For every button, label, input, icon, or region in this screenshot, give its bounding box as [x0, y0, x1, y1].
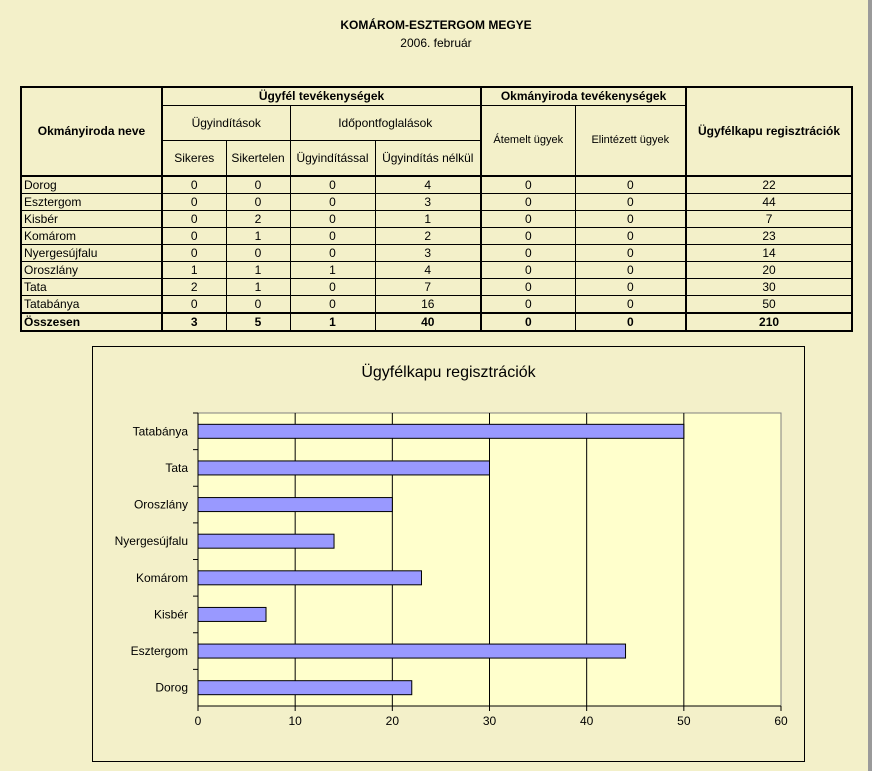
- header-with-start: Ügyindítással: [290, 141, 375, 177]
- value-cell: 3: [375, 245, 481, 262]
- value-cell: 30: [686, 279, 852, 296]
- value-cell: 0: [575, 194, 686, 211]
- value-cell: 20: [686, 262, 852, 279]
- y-category-label: Esztergom: [130, 644, 188, 659]
- total-cell: 0: [575, 313, 686, 331]
- y-category-label: Nyergesújfalu: [114, 534, 188, 549]
- chart-title: Ügyfélkapu regisztrációk: [361, 364, 536, 381]
- chart-container: [92, 346, 805, 762]
- value-cell: 7: [686, 211, 852, 228]
- y-category-label: Komárom: [135, 570, 188, 585]
- value-cell: 0: [575, 245, 686, 262]
- header-failed: Sikertelen: [226, 141, 290, 177]
- value-cell: 3: [375, 194, 481, 211]
- value-cell: 0: [575, 296, 686, 314]
- value-cell: 1: [162, 262, 226, 279]
- total-cell: 40: [375, 313, 481, 331]
- value-cell: 0: [575, 211, 686, 228]
- total-cell: 210: [686, 313, 852, 331]
- header-transferred: Átemelt ügyek: [481, 106, 575, 177]
- report-subtitle: 2006. február: [400, 36, 472, 50]
- statistics-table: [20, 86, 853, 332]
- value-cell: 0: [162, 211, 226, 228]
- value-cell: 0: [481, 211, 575, 228]
- value-cell: 0: [290, 211, 375, 228]
- total-cell: 3: [162, 313, 226, 331]
- bar-chart: [93, 347, 804, 761]
- office-name-cell: Komárom: [21, 228, 162, 245]
- value-cell: 0: [481, 279, 575, 296]
- value-cell: 4: [375, 176, 481, 194]
- value-cell: 0: [226, 194, 290, 211]
- y-category-label: Tata: [165, 460, 188, 475]
- x-tick-label: 10: [288, 714, 302, 728]
- y-category-label: Tatabánya: [132, 424, 188, 439]
- header-office-activities: Okmányiroda tevékenységek: [481, 87, 686, 106]
- value-cell: 0: [290, 176, 375, 194]
- bar: [198, 571, 421, 585]
- value-cell: 1: [226, 279, 290, 296]
- y-category-label: Dorog: [155, 680, 188, 695]
- value-cell: 0: [481, 194, 575, 211]
- x-tick-label: 60: [774, 714, 788, 728]
- value-cell: 0: [162, 228, 226, 245]
- total-label: Összesen: [21, 313, 162, 331]
- office-name-cell: Tatabánya: [21, 296, 162, 314]
- bar: [198, 424, 684, 438]
- value-cell: 16: [375, 296, 481, 314]
- value-cell: 0: [575, 228, 686, 245]
- value-cell: 0: [575, 176, 686, 194]
- value-cell: 0: [481, 296, 575, 314]
- value-cell: 0: [226, 176, 290, 194]
- value-cell: 2: [162, 279, 226, 296]
- value-cell: 1: [290, 262, 375, 279]
- value-cell: 1: [226, 228, 290, 245]
- value-cell: 14: [686, 245, 852, 262]
- bar: [198, 498, 392, 512]
- x-tick-label: 0: [194, 714, 202, 728]
- total-row: [21, 313, 852, 331]
- value-cell: 44: [686, 194, 852, 211]
- value-cell: 23: [686, 228, 852, 245]
- office-name-cell: Tata: [21, 279, 162, 296]
- value-cell: 0: [290, 279, 375, 296]
- office-name-cell: Kisbér: [21, 211, 162, 228]
- value-cell: 4: [375, 262, 481, 279]
- value-cell: 22: [686, 176, 852, 194]
- office-name-cell: Dorog: [21, 176, 162, 194]
- value-cell: 0: [290, 228, 375, 245]
- table-row: [21, 176, 852, 194]
- header-registrations: Ügyfélkapu regisztrációk: [686, 87, 852, 176]
- bar: [198, 534, 334, 548]
- value-cell: 0: [162, 194, 226, 211]
- value-cell: 0: [226, 296, 290, 314]
- office-name-cell: Esztergom: [21, 194, 162, 211]
- table-row: [21, 211, 852, 228]
- value-cell: 2: [375, 228, 481, 245]
- total-cell: 0: [481, 313, 575, 331]
- value-cell: 0: [162, 245, 226, 262]
- x-tick-label: 30: [482, 714, 497, 728]
- value-cell: 0: [481, 176, 575, 194]
- table-row: [21, 279, 852, 296]
- table-row: [21, 296, 852, 314]
- value-cell: 0: [226, 245, 290, 262]
- bar: [198, 461, 490, 475]
- value-cell: 0: [162, 296, 226, 314]
- bar: [198, 607, 266, 621]
- x-tick-label: 50: [677, 714, 691, 728]
- value-cell: 0: [162, 176, 226, 194]
- table-row: [21, 262, 852, 279]
- x-tick-label: 20: [385, 714, 400, 728]
- table-row: [21, 228, 852, 245]
- value-cell: 0: [575, 262, 686, 279]
- header-bookings: Időpontfoglalások: [290, 106, 481, 141]
- window-right-edge: [868, 0, 872, 771]
- header-successful: Sikeres: [162, 141, 226, 177]
- total-cell: 1: [290, 313, 375, 331]
- value-cell: 0: [481, 262, 575, 279]
- value-cell: 1: [375, 211, 481, 228]
- report-title: KOMÁROM-ESZTERGOM MEGYE: [340, 18, 532, 32]
- value-cell: 0: [290, 296, 375, 314]
- table-row: [21, 245, 852, 262]
- value-cell: 1: [226, 262, 290, 279]
- value-cell: 50: [686, 296, 852, 314]
- bar: [198, 681, 412, 695]
- value-cell: 0: [481, 245, 575, 262]
- office-name-cell: Oroszlány: [21, 262, 162, 279]
- value-cell: 0: [290, 245, 375, 262]
- header-office-name: Okmányiroda neve: [21, 87, 162, 176]
- total-cell: 5: [226, 313, 290, 331]
- office-name-cell: Nyergesújfalu: [21, 245, 162, 262]
- table-row: [21, 194, 852, 211]
- y-category-label: Oroszlány: [133, 497, 188, 512]
- header-without-start: Ügyindítás nélkül: [375, 141, 481, 177]
- header-case-starts: Ügyindítások: [162, 106, 290, 141]
- bar: [198, 644, 626, 658]
- value-cell: 0: [575, 279, 686, 296]
- value-cell: 0: [290, 194, 375, 211]
- header-client-activities: Ügyfél tevékenységek: [162, 87, 481, 106]
- value-cell: 7: [375, 279, 481, 296]
- value-cell: 0: [481, 228, 575, 245]
- x-tick-label: 40: [579, 714, 594, 728]
- header-done: Elintézett ügyek: [575, 106, 686, 177]
- value-cell: 2: [226, 211, 290, 228]
- y-category-label: Kisbér: [153, 607, 188, 622]
